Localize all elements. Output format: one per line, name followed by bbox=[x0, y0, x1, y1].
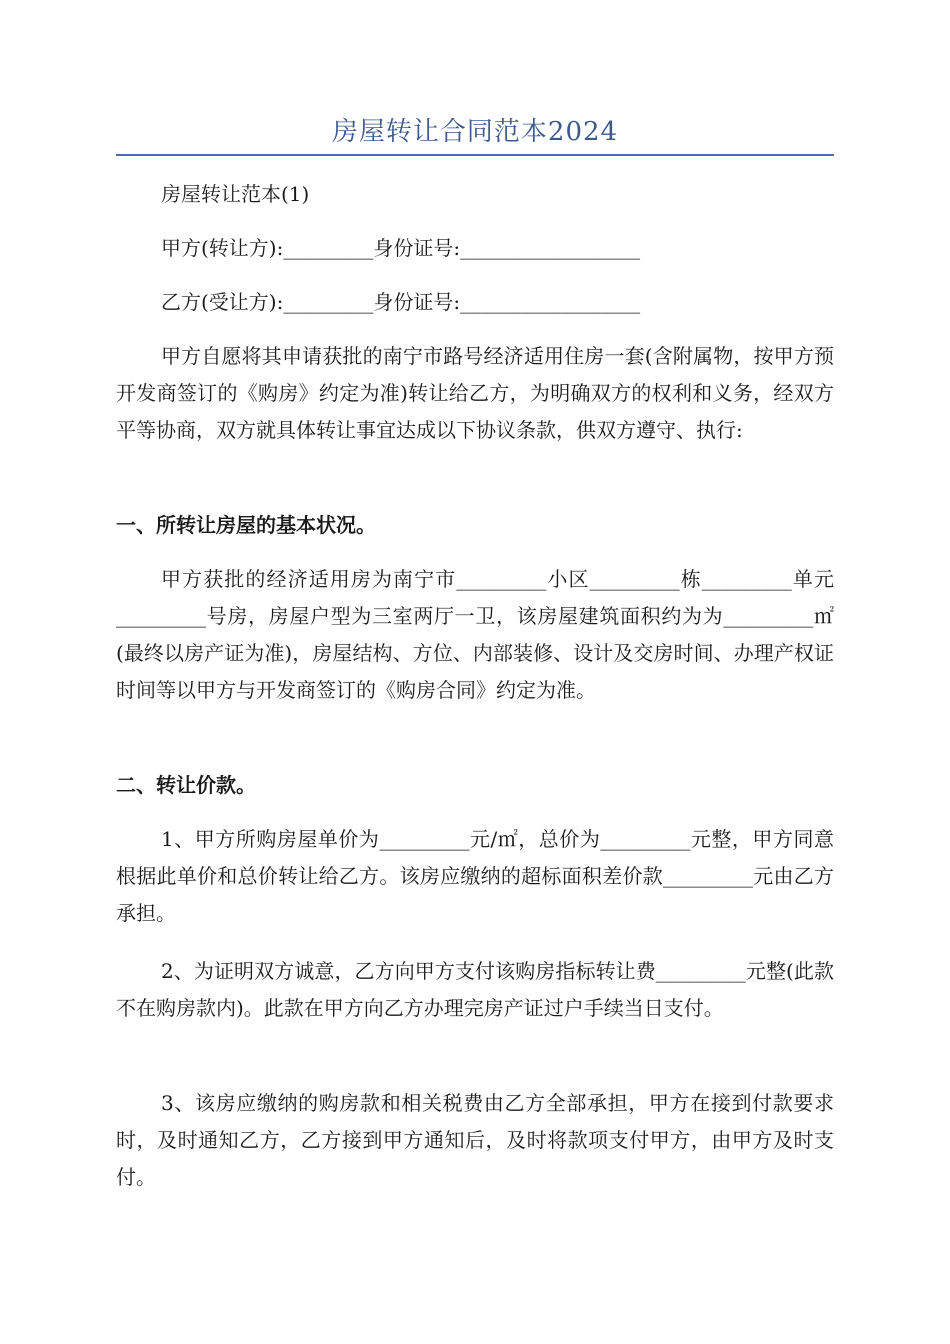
section-1-body: 甲方获批的经济适用房为南宁市_________小区_________栋_________单元_________号房，房屋户型为三室两厅一卫，该房屋建筑面积约为为_________㎡(最终以房产证为准)，房屋结构、方位、内部装修、设计及交房时间、办理产权证时间等以甲方与开发商签订的《购房合同》约定为准。 bbox=[116, 567, 834, 702]
party-b-line: 乙方(受让方):_________身份证号:__________________ bbox=[161, 290, 641, 314]
clause-3: 3、该房应缴纳的购房款和相关税费由乙方全部承担，甲方在接到付款要求时，及时通知乙方，乙方接到甲方通知后，及时将款项支付甲方，由甲方及时支付。 bbox=[116, 1091, 834, 1189]
document-title: 房屋转让合同范本2024 bbox=[331, 117, 619, 147]
party-a-line: 甲方(转让方):_________身份证号:__________________ bbox=[161, 236, 641, 260]
document-subtitle: 房屋转让范本(1) bbox=[161, 182, 310, 206]
title-underline bbox=[116, 154, 834, 156]
clause-2: 2、为证明双方诚意，乙方向甲方支付该购房指标转让费_________元整(此款不在购房款内)。此款在甲方向乙方办理完房产证过户手续当日支付。 bbox=[116, 959, 834, 1020]
section-1-heading: 一、所转让房屋的基本状况。 bbox=[116, 513, 376, 537]
intro-paragraph: 甲方自愿将其申请获批的南宁市路号经济适用住房一套(含附属物，按甲方预开发商签订的《购房》约定为准)转让给乙方，为明确双方的权利和义务，经双方平等协商，双方就具体转让事宜达成以下协议条款，供双方遵守、执行: bbox=[116, 344, 834, 442]
section-2-heading: 二、转让价款。 bbox=[116, 773, 256, 797]
clause-1: 1、甲方所购房屋单价为_________元/㎡，总价为_________元整，甲方同意根据此单价和总价转让给乙方。该房应缴纳的超标面积差价款_________元由乙方承担。 bbox=[116, 827, 834, 925]
